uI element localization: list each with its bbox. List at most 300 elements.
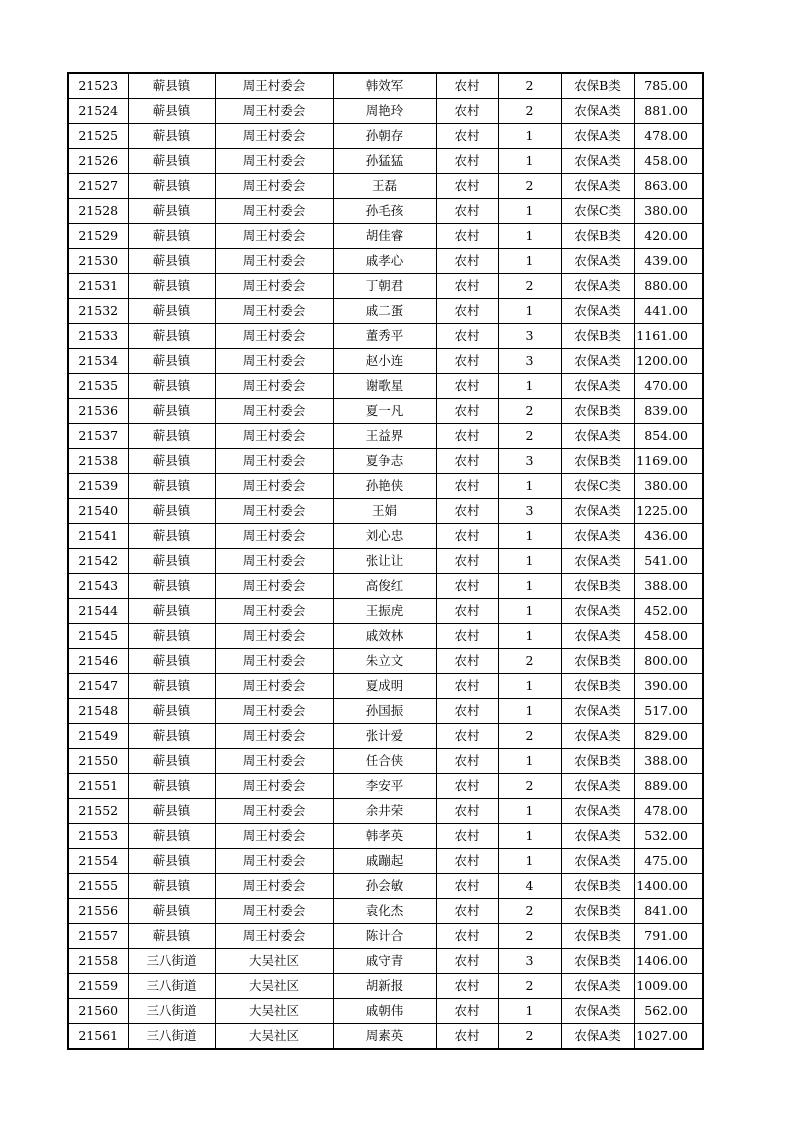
table-row — [68, 99, 703, 124]
insurance-category-cell: 农保B类 — [561, 874, 634, 899]
record-id-cell: 21533 — [68, 324, 128, 349]
household-count-cell: 1 — [498, 849, 561, 874]
table-row — [68, 524, 703, 549]
town-cell: 蕲县镇 — [128, 73, 215, 99]
village-committee-cell: 周王村委会 — [215, 549, 333, 574]
insurance-category-cell: 农保B类 — [561, 899, 634, 924]
village-committee-cell: 周王村委会 — [215, 73, 333, 99]
insurance-category-cell: 农保A类 — [561, 99, 634, 124]
town-cell: 蕲县镇 — [128, 524, 215, 549]
data-table — [67, 72, 704, 1050]
amount-cell: 436.00 — [634, 524, 703, 549]
town-cell: 蕲县镇 — [128, 799, 215, 824]
name-cell: 陈计合 — [333, 924, 436, 949]
record-id-cell: 21530 — [68, 249, 128, 274]
insurance-category-cell: 农保A类 — [561, 249, 634, 274]
village-committee-cell: 周王村委会 — [215, 674, 333, 699]
record-id-cell: 21543 — [68, 574, 128, 599]
town-cell: 三八街道 — [128, 949, 215, 974]
area-type-cell: 农村 — [436, 249, 498, 274]
area-type-cell: 农村 — [436, 499, 498, 524]
town-cell: 蕲县镇 — [128, 399, 215, 424]
household-count-cell: 1 — [498, 299, 561, 324]
village-committee-cell: 周王村委会 — [215, 899, 333, 924]
insurance-category-cell: 农保B类 — [561, 674, 634, 699]
amount-cell: 1009.00 — [634, 974, 703, 999]
town-cell: 蕲县镇 — [128, 549, 215, 574]
table-row — [68, 624, 703, 649]
area-type-cell: 农村 — [436, 599, 498, 624]
village-committee-cell: 大吴社区 — [215, 974, 333, 999]
record-id-cell: 21534 — [68, 349, 128, 374]
town-cell: 蕲县镇 — [128, 624, 215, 649]
village-committee-cell: 周王村委会 — [215, 824, 333, 849]
insurance-category-cell: 农保A类 — [561, 149, 634, 174]
household-count-cell: 3 — [498, 949, 561, 974]
record-id-cell: 21558 — [68, 949, 128, 974]
village-committee-cell: 周王村委会 — [215, 699, 333, 724]
insurance-category-cell: 农保A类 — [561, 724, 634, 749]
area-type-cell: 农村 — [436, 624, 498, 649]
amount-cell: 1400.00 — [634, 874, 703, 899]
amount-cell: 854.00 — [634, 424, 703, 449]
table-row — [68, 399, 703, 424]
name-cell: 韩孝英 — [333, 824, 436, 849]
record-id-cell: 21535 — [68, 374, 128, 399]
table-row — [68, 299, 703, 324]
table-row — [68, 574, 703, 599]
area-type-cell: 农村 — [436, 974, 498, 999]
insurance-category-cell: 农保B类 — [561, 449, 634, 474]
household-count-cell: 1 — [498, 824, 561, 849]
area-type-cell: 农村 — [436, 749, 498, 774]
area-type-cell: 农村 — [436, 224, 498, 249]
household-count-cell: 1 — [498, 674, 561, 699]
insurance-category-cell: 农保A类 — [561, 274, 634, 299]
household-count-cell: 1 — [498, 549, 561, 574]
area-type-cell: 农村 — [436, 349, 498, 374]
record-id-cell: 21525 — [68, 124, 128, 149]
town-cell: 蕲县镇 — [128, 849, 215, 874]
area-type-cell: 农村 — [436, 899, 498, 924]
insurance-category-cell: 农保A类 — [561, 849, 634, 874]
record-id-cell: 21537 — [68, 424, 128, 449]
village-committee-cell: 周王村委会 — [215, 299, 333, 324]
village-committee-cell: 周王村委会 — [215, 599, 333, 624]
village-committee-cell: 周王村委会 — [215, 399, 333, 424]
insurance-category-cell: 农保A类 — [561, 549, 634, 574]
town-cell: 蕲县镇 — [128, 299, 215, 324]
record-id-cell: 21526 — [68, 149, 128, 174]
household-count-cell: 1 — [498, 999, 561, 1024]
insurance-category-cell: 农保A类 — [561, 499, 634, 524]
amount-cell: 839.00 — [634, 399, 703, 424]
amount-cell: 829.00 — [634, 724, 703, 749]
area-type-cell: 农村 — [436, 799, 498, 824]
area-type-cell: 农村 — [436, 699, 498, 724]
name-cell: 董秀平 — [333, 324, 436, 349]
amount-cell: 475.00 — [634, 849, 703, 874]
area-type-cell: 农村 — [436, 424, 498, 449]
insurance-category-cell: 农保A类 — [561, 174, 634, 199]
record-id-cell: 21560 — [68, 999, 128, 1024]
record-id-cell: 21555 — [68, 874, 128, 899]
record-id-cell: 21532 — [68, 299, 128, 324]
town-cell: 蕲县镇 — [128, 599, 215, 624]
record-id-cell: 21549 — [68, 724, 128, 749]
amount-cell: 863.00 — [634, 174, 703, 199]
area-type-cell: 农村 — [436, 999, 498, 1024]
amount-cell: 541.00 — [634, 549, 703, 574]
household-count-cell: 3 — [498, 499, 561, 524]
area-type-cell: 农村 — [436, 574, 498, 599]
name-cell: 韩效军 — [333, 73, 436, 99]
amount-cell: 785.00 — [634, 73, 703, 99]
amount-cell: 470.00 — [634, 374, 703, 399]
insurance-category-cell: 农保B类 — [561, 574, 634, 599]
village-committee-cell: 周王村委会 — [215, 174, 333, 199]
table-row — [68, 174, 703, 199]
table-row — [68, 349, 703, 374]
household-count-cell: 3 — [498, 349, 561, 374]
amount-cell: 841.00 — [634, 899, 703, 924]
area-type-cell: 农村 — [436, 199, 498, 224]
table-row — [68, 1024, 703, 1050]
table-row — [68, 374, 703, 399]
table-row — [68, 649, 703, 674]
village-committee-cell: 周王村委会 — [215, 124, 333, 149]
village-committee-cell: 周王村委会 — [215, 799, 333, 824]
area-type-cell: 农村 — [436, 824, 498, 849]
name-cell: 周艳玲 — [333, 99, 436, 124]
amount-cell: 881.00 — [634, 99, 703, 124]
record-id-cell: 21547 — [68, 674, 128, 699]
amount-cell: 380.00 — [634, 199, 703, 224]
amount-cell: 1225.00 — [634, 499, 703, 524]
town-cell: 蕲县镇 — [128, 699, 215, 724]
record-id-cell: 21554 — [68, 849, 128, 874]
name-cell: 张计爱 — [333, 724, 436, 749]
record-id-cell: 21556 — [68, 899, 128, 924]
table-row — [68, 149, 703, 174]
village-committee-cell: 大吴社区 — [215, 999, 333, 1024]
record-id-cell: 21523 — [68, 73, 128, 99]
table-row — [68, 549, 703, 574]
household-count-cell: 1 — [498, 749, 561, 774]
household-count-cell: 2 — [498, 274, 561, 299]
record-id-cell: 21539 — [68, 474, 128, 499]
area-type-cell: 农村 — [436, 724, 498, 749]
village-committee-cell: 大吴社区 — [215, 949, 333, 974]
area-type-cell: 农村 — [436, 449, 498, 474]
insurance-category-cell: 农保A类 — [561, 974, 634, 999]
household-count-cell: 1 — [498, 524, 561, 549]
area-type-cell: 农村 — [436, 274, 498, 299]
household-count-cell: 1 — [498, 374, 561, 399]
village-committee-cell: 周王村委会 — [215, 774, 333, 799]
household-count-cell: 1 — [498, 474, 561, 499]
household-count-cell: 2 — [498, 399, 561, 424]
name-cell: 夏争志 — [333, 449, 436, 474]
name-cell: 孙国振 — [333, 699, 436, 724]
town-cell: 蕲县镇 — [128, 824, 215, 849]
record-id-cell: 21531 — [68, 274, 128, 299]
insurance-category-cell: 农保A类 — [561, 699, 634, 724]
amount-cell: 880.00 — [634, 274, 703, 299]
area-type-cell: 农村 — [436, 949, 498, 974]
household-count-cell: 2 — [498, 99, 561, 124]
amount-cell: 388.00 — [634, 574, 703, 599]
area-type-cell: 农村 — [436, 1024, 498, 1050]
insurance-category-cell: 农保A类 — [561, 624, 634, 649]
amount-cell: 800.00 — [634, 649, 703, 674]
amount-cell: 458.00 — [634, 624, 703, 649]
table-body — [68, 73, 703, 1049]
town-cell: 蕲县镇 — [128, 724, 215, 749]
village-committee-cell: 周王村委会 — [215, 424, 333, 449]
village-committee-cell: 周王村委会 — [215, 574, 333, 599]
village-committee-cell: 周王村委会 — [215, 499, 333, 524]
record-id-cell: 21527 — [68, 174, 128, 199]
name-cell: 赵小连 — [333, 349, 436, 374]
town-cell: 蕲县镇 — [128, 149, 215, 174]
name-cell: 余井荣 — [333, 799, 436, 824]
amount-cell: 478.00 — [634, 799, 703, 824]
household-count-cell: 1 — [498, 699, 561, 724]
table-row — [68, 449, 703, 474]
household-count-cell: 1 — [498, 149, 561, 174]
household-count-cell: 2 — [498, 974, 561, 999]
household-count-cell: 1 — [498, 599, 561, 624]
table-row — [68, 874, 703, 899]
village-committee-cell: 周王村委会 — [215, 724, 333, 749]
insurance-category-cell: 农保B类 — [561, 73, 634, 99]
record-id-cell: 21546 — [68, 649, 128, 674]
town-cell: 蕲县镇 — [128, 499, 215, 524]
name-cell: 朱立文 — [333, 649, 436, 674]
area-type-cell: 农村 — [436, 324, 498, 349]
town-cell: 蕲县镇 — [128, 374, 215, 399]
table-row — [68, 749, 703, 774]
village-committee-cell: 周王村委会 — [215, 99, 333, 124]
table-row — [68, 224, 703, 249]
household-count-cell: 2 — [498, 774, 561, 799]
amount-cell: 439.00 — [634, 249, 703, 274]
insurance-category-cell: 农保A类 — [561, 999, 634, 1024]
table-row — [68, 699, 703, 724]
name-cell: 孙艳侠 — [333, 474, 436, 499]
record-id-cell: 21528 — [68, 199, 128, 224]
household-count-cell: 2 — [498, 724, 561, 749]
area-type-cell: 农村 — [436, 924, 498, 949]
name-cell: 戚孝心 — [333, 249, 436, 274]
village-committee-cell: 周王村委会 — [215, 224, 333, 249]
table-row — [68, 199, 703, 224]
household-count-cell: 1 — [498, 199, 561, 224]
town-cell: 蕲县镇 — [128, 99, 215, 124]
village-committee-cell: 大吴社区 — [215, 1024, 333, 1050]
town-cell: 蕲县镇 — [128, 224, 215, 249]
town-cell: 蕲县镇 — [128, 899, 215, 924]
area-type-cell: 农村 — [436, 73, 498, 99]
table-row — [68, 474, 703, 499]
household-count-cell: 1 — [498, 799, 561, 824]
household-count-cell: 2 — [498, 424, 561, 449]
table-row — [68, 774, 703, 799]
record-id-cell: 21529 — [68, 224, 128, 249]
village-committee-cell: 周王村委会 — [215, 324, 333, 349]
household-count-cell: 1 — [498, 574, 561, 599]
insurance-category-cell: 农保A类 — [561, 424, 634, 449]
village-committee-cell: 周王村委会 — [215, 749, 333, 774]
village-committee-cell: 周王村委会 — [215, 374, 333, 399]
village-committee-cell: 周王村委会 — [215, 349, 333, 374]
area-type-cell: 农村 — [436, 474, 498, 499]
area-type-cell: 农村 — [436, 99, 498, 124]
town-cell: 蕲县镇 — [128, 449, 215, 474]
table-row — [68, 924, 703, 949]
village-committee-cell: 周王村委会 — [215, 149, 333, 174]
town-cell: 蕲县镇 — [128, 874, 215, 899]
village-committee-cell: 周王村委会 — [215, 449, 333, 474]
record-id-cell: 21538 — [68, 449, 128, 474]
insurance-category-cell: 农保A类 — [561, 299, 634, 324]
insurance-category-cell: 农保A类 — [561, 599, 634, 624]
town-cell: 蕲县镇 — [128, 249, 215, 274]
household-count-cell: 2 — [498, 899, 561, 924]
area-type-cell: 农村 — [436, 374, 498, 399]
name-cell: 夏一凡 — [333, 399, 436, 424]
amount-cell: 478.00 — [634, 124, 703, 149]
area-type-cell: 农村 — [436, 174, 498, 199]
record-id-cell: 21551 — [68, 774, 128, 799]
town-cell: 蕲县镇 — [128, 174, 215, 199]
amount-cell: 1200.00 — [634, 349, 703, 374]
village-committee-cell: 周王村委会 — [215, 474, 333, 499]
town-cell: 蕲县镇 — [128, 574, 215, 599]
area-type-cell: 农村 — [436, 124, 498, 149]
town-cell: 蕲县镇 — [128, 749, 215, 774]
village-committee-cell: 周王村委会 — [215, 924, 333, 949]
name-cell: 李安平 — [333, 774, 436, 799]
name-cell: 夏成明 — [333, 674, 436, 699]
town-cell: 蕲县镇 — [128, 324, 215, 349]
area-type-cell: 农村 — [436, 649, 498, 674]
area-type-cell: 农村 — [436, 874, 498, 899]
amount-cell: 532.00 — [634, 824, 703, 849]
household-count-cell: 1 — [498, 224, 561, 249]
record-id-cell: 21552 — [68, 799, 128, 824]
household-count-cell: 3 — [498, 449, 561, 474]
record-id-cell: 21536 — [68, 399, 128, 424]
amount-cell: 1027.00 — [634, 1024, 703, 1050]
name-cell: 谢歌星 — [333, 374, 436, 399]
household-count-cell: 1 — [498, 624, 561, 649]
table-row — [68, 324, 703, 349]
record-id-cell: 21557 — [68, 924, 128, 949]
name-cell: 孙毛孩 — [333, 199, 436, 224]
name-cell: 孙会敏 — [333, 874, 436, 899]
insurance-category-cell: 农保B类 — [561, 649, 634, 674]
amount-cell: 390.00 — [634, 674, 703, 699]
amount-cell: 562.00 — [634, 999, 703, 1024]
town-cell: 蕲县镇 — [128, 424, 215, 449]
village-committee-cell: 周王村委会 — [215, 249, 333, 274]
area-type-cell: 农村 — [436, 299, 498, 324]
village-committee-cell: 周王村委会 — [215, 849, 333, 874]
name-cell: 张让让 — [333, 549, 436, 574]
insurance-category-cell: 农保C类 — [561, 474, 634, 499]
amount-cell: 388.00 — [634, 749, 703, 774]
name-cell: 戚朝伟 — [333, 999, 436, 1024]
name-cell: 胡新报 — [333, 974, 436, 999]
name-cell: 任合侠 — [333, 749, 436, 774]
name-cell: 周素英 — [333, 1024, 436, 1050]
table-row — [68, 724, 703, 749]
household-count-cell: 3 — [498, 324, 561, 349]
amount-cell: 380.00 — [634, 474, 703, 499]
insurance-category-cell: 农保A类 — [561, 124, 634, 149]
name-cell: 戚守青 — [333, 949, 436, 974]
area-type-cell: 农村 — [436, 399, 498, 424]
name-cell: 王振虎 — [333, 599, 436, 624]
record-id-cell: 21553 — [68, 824, 128, 849]
insurance-category-cell: 农保B类 — [561, 399, 634, 424]
table-row — [68, 599, 703, 624]
table-row — [68, 899, 703, 924]
insurance-category-cell: 农保A类 — [561, 799, 634, 824]
name-cell: 戚二蛋 — [333, 299, 436, 324]
town-cell: 蕲县镇 — [128, 199, 215, 224]
amount-cell: 1169.00 — [634, 449, 703, 474]
record-id-cell: 21559 — [68, 974, 128, 999]
table-row — [68, 499, 703, 524]
table-row — [68, 674, 703, 699]
record-id-cell: 21544 — [68, 599, 128, 624]
table-row — [68, 124, 703, 149]
table-row — [68, 849, 703, 874]
village-committee-cell: 周王村委会 — [215, 624, 333, 649]
insurance-category-cell: 农保C类 — [561, 199, 634, 224]
village-committee-cell: 周王村委会 — [215, 649, 333, 674]
name-cell: 王磊 — [333, 174, 436, 199]
town-cell: 蕲县镇 — [128, 924, 215, 949]
insurance-category-cell: 农保A类 — [561, 374, 634, 399]
table-row — [68, 274, 703, 299]
table-row — [68, 974, 703, 999]
amount-cell: 452.00 — [634, 599, 703, 624]
area-type-cell: 农村 — [436, 524, 498, 549]
amount-cell: 441.00 — [634, 299, 703, 324]
area-type-cell: 农村 — [436, 849, 498, 874]
insurance-category-cell: 农保A类 — [561, 824, 634, 849]
village-committee-cell: 周王村委会 — [215, 874, 333, 899]
table-row — [68, 824, 703, 849]
household-count-cell: 2 — [498, 174, 561, 199]
household-count-cell: 2 — [498, 649, 561, 674]
town-cell: 蕲县镇 — [128, 649, 215, 674]
amount-cell: 517.00 — [634, 699, 703, 724]
record-id-cell: 21540 — [68, 499, 128, 524]
table-row — [68, 949, 703, 974]
amount-cell: 1406.00 — [634, 949, 703, 974]
insurance-category-cell: 农保A类 — [561, 524, 634, 549]
town-cell: 蕲县镇 — [128, 674, 215, 699]
name-cell: 戚效林 — [333, 624, 436, 649]
insurance-category-cell: 农保A类 — [561, 774, 634, 799]
insurance-category-cell: 农保B类 — [561, 224, 634, 249]
name-cell: 孙朝存 — [333, 124, 436, 149]
